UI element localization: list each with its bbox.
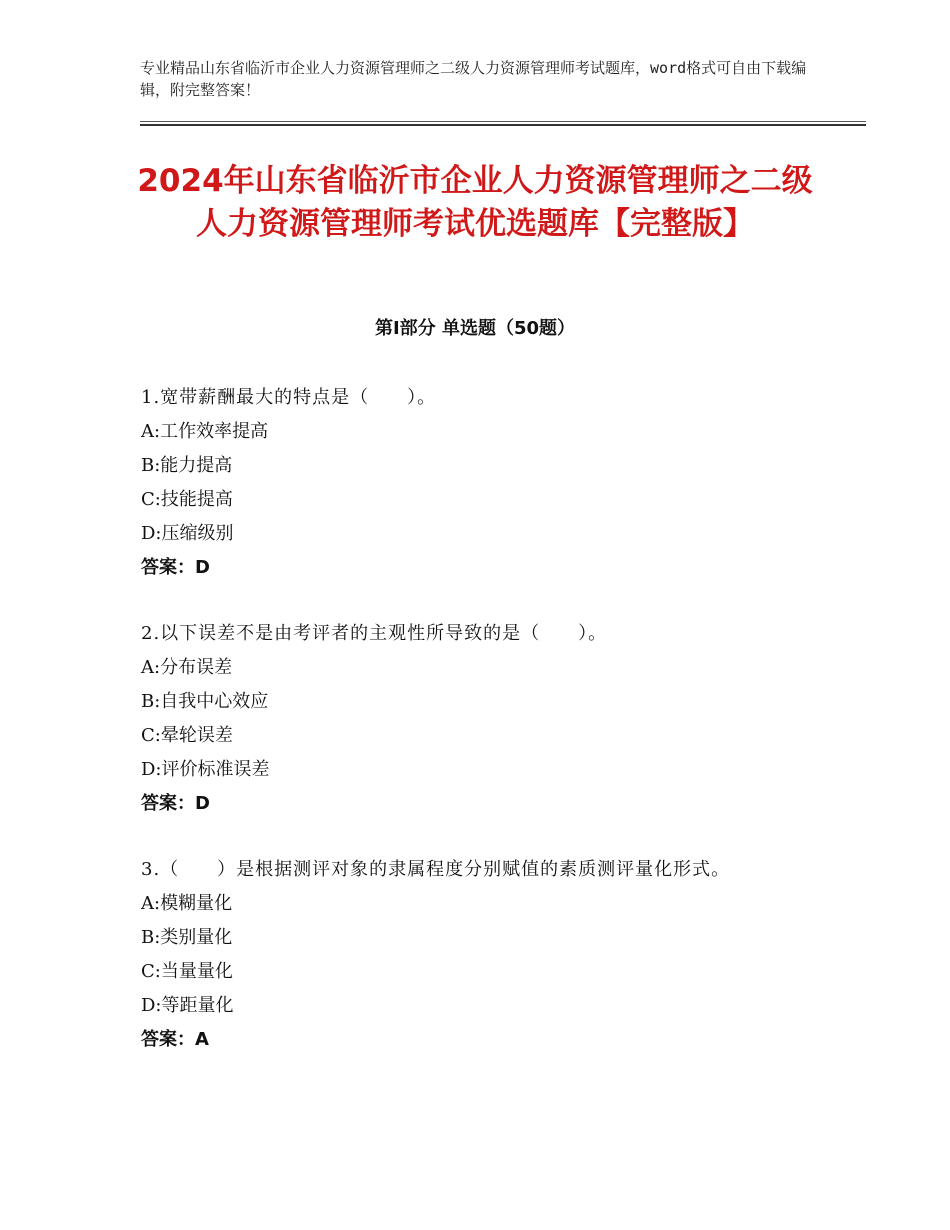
question-item [141, 383, 781, 585]
option-c: C:当量量化 [141, 961, 233, 982]
option-c: C:晕轮误差 [141, 725, 233, 746]
header-rule-bottom [140, 124, 866, 126]
option-a: A:分布误差 [141, 657, 233, 678]
header-rule-top [140, 121, 866, 122]
option-a: A:模糊量化 [141, 893, 233, 914]
question-item [141, 619, 781, 821]
question-stem: 2.以下误差不是由考评者的主观性所导致的是（ ）。 [141, 623, 608, 644]
header-note: 专业精品山东省临沂市企业人力资源管理师之二级人力资源管理师考试题库，word格式可自由下载编辑，附完整答案！ [140, 59, 807, 99]
option-d: D:等距量化 [141, 995, 234, 1016]
option-b: B:自我中心效应 [141, 691, 269, 712]
question-list [141, 383, 781, 1091]
option-b: B:能力提高 [141, 455, 233, 476]
question-stem: 1.宽带薪酬最大的特点是（ ）。 [141, 387, 437, 408]
answer-line: 答案：D [141, 557, 210, 578]
option-b: B:类别量化 [141, 927, 233, 948]
section-title: 第Ⅰ部分 单选题（50题） [374, 318, 575, 339]
option-d: D:评价标准误差 [141, 759, 270, 780]
option-d: D:压缩级别 [141, 523, 234, 544]
option-c: C:技能提高 [141, 489, 233, 510]
answer-line: 答案：D [141, 793, 210, 814]
answer-line: 答案：A [141, 1029, 209, 1050]
option-a: A:工作效率提高 [141, 421, 269, 442]
question-stem: 3.（ ）是根据测评对象的隶属程度分别赋值的素质测评量化形式。 [141, 859, 731, 880]
question-item [141, 855, 781, 1057]
document-title: 2024年山东省临沂市企业人力资源管理师之二级人力资源管理师考试优选题库【完整版】 [137, 163, 813, 242]
